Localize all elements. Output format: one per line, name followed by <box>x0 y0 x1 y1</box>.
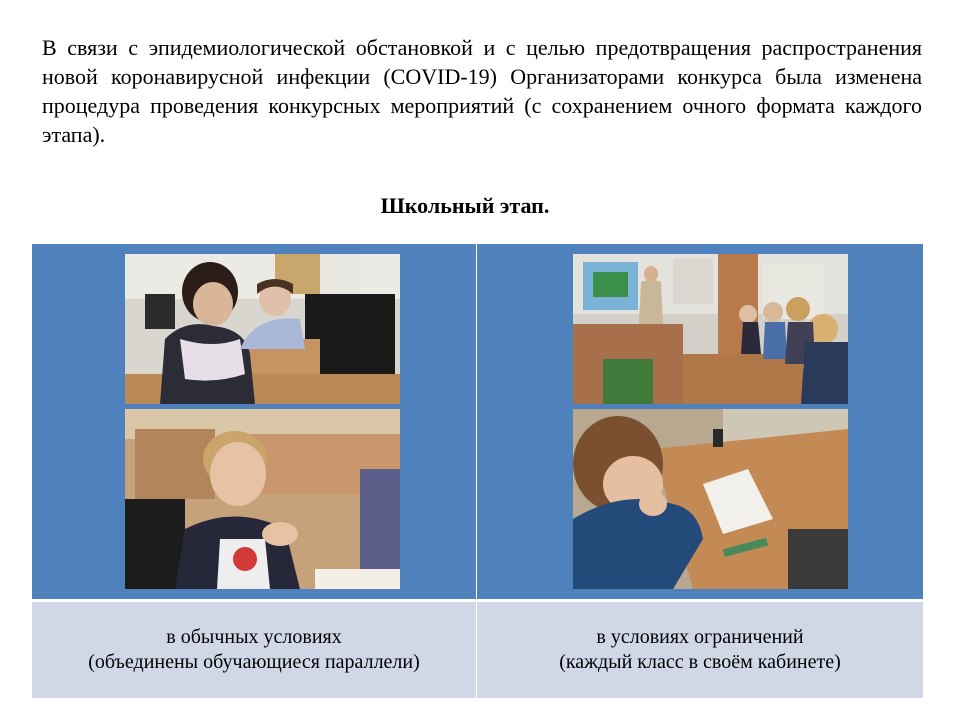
caption-restricted-line2: (каждый класс в своём кабинете) <box>559 651 841 673</box>
photo-comparison-table <box>32 244 923 698</box>
photo-boy-writing <box>573 409 848 589</box>
caption-restricted <box>477 599 923 698</box>
photo-girl-writing <box>125 254 400 404</box>
photo-cell-normal <box>32 244 477 599</box>
photo-classroom-teacher <box>573 254 848 404</box>
caption-normal-line2: (объединены обучающиеся параллели) <box>88 651 420 673</box>
caption-normal <box>32 599 477 698</box>
intro-paragraph: В связи с эпидемиологической обстановкой и с целью предотвращения распространения новой коронавирусной инфекции (COVID-19) Организаторами конкурса была изменена процедура проведения конкурсных мероприятий (с сохранением очного формата каждого этапа). <box>42 35 922 147</box>
photo-boy-thinking <box>125 409 400 589</box>
caption-normal-line1: в обычных условиях <box>166 626 342 648</box>
photo-cell-restricted <box>477 244 923 599</box>
caption-restricted-line1: в условиях ограничений <box>596 626 804 648</box>
stage-title: Школьный этап. <box>380 193 550 218</box>
